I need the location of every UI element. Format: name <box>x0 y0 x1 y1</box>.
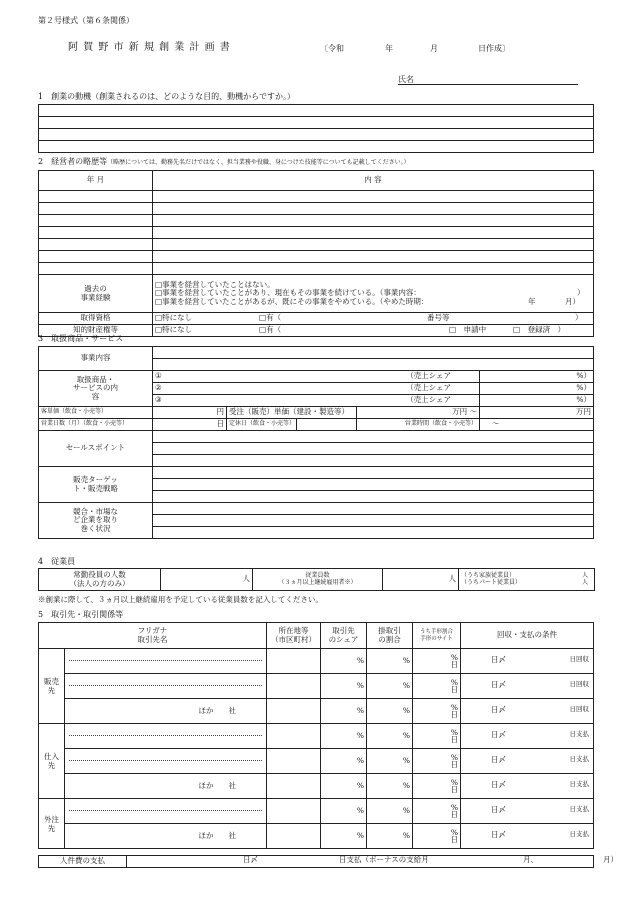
page-title: 阿 賀 野 市 新 規 創 業 計 画 書 <box>68 42 231 53</box>
col-terms: 回収・支払の条件 <box>461 623 594 649</box>
competition-cell[interactable] <box>153 503 594 515</box>
product-num: ① <box>155 371 162 381</box>
competition-label <box>39 503 153 539</box>
license-yes[interactable]: □有（ <box>259 313 282 323</box>
trade-share-cell[interactable]: % <box>321 774 367 799</box>
business-label: 事業内容 <box>39 347 153 371</box>
part-persons: 人 <box>581 578 588 586</box>
trade-terms-cell[interactable] <box>461 749 594 774</box>
trade-terms-cell[interactable] <box>461 724 594 749</box>
trade-group-label: 販売先 <box>39 649 65 724</box>
trade-share-cell[interactable]: % <box>321 749 367 774</box>
trade-location-cell[interactable] <box>267 674 321 699</box>
trade-terms-cell[interactable] <box>461 799 594 824</box>
part-label: （うちパート従業員） <box>461 578 522 586</box>
bill-day: 日 <box>450 760 458 769</box>
career-content-cell[interactable] <box>153 251 594 263</box>
trade-group-label: 仕入先 <box>39 724 65 799</box>
family-label: （うち家族従業員） <box>461 571 516 579</box>
motive-line[interactable] <box>39 129 594 141</box>
business-cell[interactable] <box>153 359 594 371</box>
trade-others-cell[interactable]: ほか 社 <box>65 699 267 724</box>
name-line[interactable] <box>65 761 266 773</box>
ip-pending[interactable]: □ 申請中 <box>449 325 487 335</box>
share-label: （売上シェア <box>406 395 451 405</box>
name-line[interactable] <box>65 661 266 673</box>
trade-terms-cell[interactable] <box>461 774 594 799</box>
trade-credit-cell[interactable]: % <box>367 674 413 699</box>
product-item[interactable] <box>153 371 480 383</box>
terms-close: 日〆 <box>491 805 506 814</box>
labor-close: 日〆 <box>243 855 258 864</box>
trade-bill-cell[interactable] <box>413 799 461 824</box>
labor-month: 月、 <box>523 855 538 864</box>
directors-label-2: （法人の方のみ） <box>69 578 130 588</box>
motive-line[interactable] <box>39 141 594 153</box>
days-label: 営業日数（月）（飲食・小売等） <box>39 419 153 431</box>
employees-breakdown[interactable] <box>459 569 595 591</box>
terms-close: 日〆 <box>491 780 506 789</box>
trade-name-cell[interactable] <box>65 674 267 699</box>
directors-label-1: 常勤役員の人数 <box>73 569 126 579</box>
target-label-2: ト・販売戦略 <box>73 483 118 493</box>
trade-terms-cell[interactable] <box>461 824 594 849</box>
holiday-value[interactable] <box>297 419 357 431</box>
labor-pay: 日支払（ボーナスの支給月 <box>339 855 429 864</box>
career-date-cell[interactable] <box>39 203 153 215</box>
col-content: 内 容 <box>153 171 594 191</box>
product-share[interactable]: %） <box>480 395 594 407</box>
col-credit <box>367 623 413 649</box>
section4-heading: 4 従業員 <box>38 557 76 566</box>
trade-bill-cell[interactable] <box>413 724 461 749</box>
name-line[interactable] <box>65 686 266 698</box>
license-label: 取得資格 <box>39 313 153 325</box>
trade-location-cell[interactable] <box>267 824 321 849</box>
trade-share-cell[interactable]: % <box>321 724 367 749</box>
selling-point-label: セールスポイント <box>39 431 153 467</box>
career-content-cell[interactable] <box>153 239 594 251</box>
unit-price-yen[interactable]: 円 <box>153 407 227 419</box>
date-made: 日作成〕 <box>478 44 510 53</box>
product-item[interactable] <box>153 395 480 407</box>
career-date-cell[interactable] <box>39 251 153 263</box>
career-date-cell[interactable] <box>39 191 153 203</box>
terms-collect: 日支払 <box>569 730 589 738</box>
col-name: 取引先名 <box>137 634 168 644</box>
share-label: （売上シェア <box>406 383 451 393</box>
trade-group-label: 外注先 <box>39 799 65 849</box>
trade-terms-cell[interactable] <box>461 674 594 699</box>
employees-label-1: 従業員数 <box>305 571 330 579</box>
trade-terms-cell[interactable] <box>461 699 594 724</box>
motive-line[interactable] <box>39 117 594 129</box>
past-opt-1[interactable]: □事業を経営していたことはない。 <box>155 279 275 289</box>
products-label-1: 取扱商品・ <box>76 374 115 384</box>
terms-close: 日〆 <box>491 705 506 714</box>
target-cell[interactable] <box>153 479 594 491</box>
bill-pct: % <box>450 727 458 737</box>
past-experience-label <box>39 275 153 313</box>
terms-collect: 日回収 <box>569 680 589 688</box>
name-label: 氏名 <box>398 75 414 84</box>
competition-label-3: 巻く状況 <box>80 523 111 533</box>
date-month: 月 <box>430 44 438 53</box>
business-cell[interactable] <box>153 347 594 359</box>
trade-bill-cell[interactable] <box>413 699 461 724</box>
col-furigana: フリガナ <box>137 625 168 635</box>
trade-name-cell[interactable] <box>65 724 267 749</box>
trade-credit-cell[interactable]: % <box>367 649 413 674</box>
col-location-1: 所在地等 <box>278 625 309 635</box>
furigana-line[interactable] <box>69 649 262 661</box>
trade-credit-cell[interactable]: % <box>367 774 413 799</box>
col-share-2: のシェア <box>328 634 359 644</box>
employees-label-2: （３ヵ月以上継続雇用者※） <box>278 578 357 586</box>
trade-credit-cell[interactable]: % <box>367 749 413 774</box>
date-year: 年 <box>385 44 393 53</box>
month-close: 月） <box>565 296 580 306</box>
col-share-1: 取引先 <box>332 625 355 635</box>
bill-pct: % <box>450 652 458 662</box>
career-date-cell[interactable] <box>39 215 153 227</box>
product-num: ③ <box>155 395 162 405</box>
product-num: ② <box>155 383 162 393</box>
year-label: 年 <box>528 296 536 306</box>
selling-point-cell[interactable] <box>153 443 594 455</box>
labor-terms[interactable] <box>127 855 618 868</box>
trade-location-cell[interactable] <box>267 749 321 774</box>
motive-table <box>38 104 594 153</box>
ip-none[interactable]: □特になし <box>155 325 193 335</box>
terms-close: 日〆 <box>491 755 506 764</box>
trade-bill-cell[interactable] <box>413 674 461 699</box>
name-field[interactable] <box>398 75 578 85</box>
name-line[interactable] <box>65 811 266 823</box>
labor-table <box>38 855 618 868</box>
career-content-cell[interactable] <box>153 215 594 227</box>
section3-heading: 3 取扱商品・サービス <box>38 334 124 343</box>
trade-name-cell[interactable] <box>65 799 267 824</box>
col-location-2: （市区町村） <box>271 634 316 644</box>
ip-options[interactable] <box>153 325 594 337</box>
ip-yes[interactable]: □有（ <box>259 325 282 335</box>
target-cell[interactable] <box>153 467 594 479</box>
career-content-cell[interactable] <box>153 263 594 275</box>
directors-label <box>39 569 161 591</box>
trade-location-cell[interactable] <box>267 799 321 824</box>
section2-note: （略歴については、勤務先名だけではなく、担当業務や役職、身につけた技能等についても記載してください。） <box>107 159 410 166</box>
career-date-cell[interactable] <box>39 263 153 275</box>
terms-collect: 日支払 <box>569 805 589 813</box>
trade-others-cell[interactable]: ほか 社 <box>65 774 267 799</box>
career-content-cell[interactable] <box>153 227 594 239</box>
col-date: 年 月 <box>39 171 153 191</box>
target-cell[interactable] <box>153 491 594 503</box>
bill-day: 日 <box>450 810 458 819</box>
career-date-cell[interactable] <box>39 227 153 239</box>
products-table <box>38 346 594 539</box>
col-bill-2: 手形のサイト <box>420 635 453 642</box>
family-persons: 人 <box>581 571 588 579</box>
section5-heading: 5 取引先・取引関係等 <box>38 610 124 619</box>
share-label: （売上シェア <box>406 371 451 381</box>
bill-pct: % <box>450 677 458 687</box>
target-label <box>39 467 153 503</box>
bill-pct: % <box>450 802 458 812</box>
bill-day: 日 <box>450 785 458 794</box>
terms-close: 日〆 <box>491 730 506 739</box>
ip-label: 知的財産権等 <box>39 325 153 337</box>
date-reiwa: 〔令和 <box>320 44 344 53</box>
past-label-1: 過去の <box>84 283 107 293</box>
trade-terms-cell[interactable] <box>461 649 594 674</box>
trade-credit-cell[interactable]: % <box>367 724 413 749</box>
name-line[interactable] <box>65 736 266 748</box>
paren-close: ） <box>575 313 583 323</box>
furigana-line[interactable] <box>69 724 262 736</box>
terms-collect: 日支払 <box>569 755 589 763</box>
terms-close: 日〆 <box>491 655 506 664</box>
days-value[interactable]: 日 <box>153 419 227 431</box>
terms-collect: 日支払 <box>569 780 589 788</box>
trade-share-cell[interactable]: % <box>321 824 367 849</box>
competition-label-2: ど企業を取り <box>73 515 118 525</box>
product-share[interactable]: %） <box>480 383 594 395</box>
paren-close: ） <box>577 288 585 298</box>
col-bill-1: うち手形割合 <box>419 629 453 636</box>
order-price-max[interactable]: 万円 <box>480 407 594 419</box>
hours-value[interactable]: 〜 <box>480 419 594 431</box>
career-content-cell[interactable] <box>153 191 594 203</box>
labor-label: 人件費の支払 <box>39 856 127 868</box>
employees-note: ※創業に際して、３ヵ月以上継続雇用を予定している従業員数を記入してください。 <box>38 595 323 604</box>
furigana-line[interactable] <box>69 749 262 761</box>
trade-name-cell[interactable] <box>65 649 267 674</box>
career-table <box>38 170 594 337</box>
holiday-label: 定休日（飲食・小売等） <box>227 419 297 431</box>
employees-label <box>253 569 383 591</box>
terms-collect: 日回収 <box>569 655 589 663</box>
bill-pct: % <box>450 702 458 712</box>
col-credit-1: 掛取引 <box>378 625 401 635</box>
selling-point-cell[interactable] <box>153 431 594 443</box>
bill-day: 日 <box>450 735 458 744</box>
trade-credit-cell[interactable]: % <box>367 699 413 724</box>
trade-bill-cell[interactable] <box>413 749 461 774</box>
employees-count[interactable]: 人 <box>383 569 459 591</box>
career-date-cell[interactable] <box>39 239 153 251</box>
bill-day: 日 <box>450 685 458 694</box>
terms-close: 日〆 <box>491 830 506 839</box>
trade-share-cell[interactable]: % <box>321 649 367 674</box>
terms-collect: 日回収 <box>569 705 589 713</box>
section2-title: 2 経営者の略歴等 <box>38 157 108 166</box>
license-none[interactable]: □特になし <box>155 313 193 323</box>
bill-day: 日 <box>450 710 458 719</box>
furigana-line[interactable] <box>69 799 262 811</box>
trade-share-cell[interactable]: % <box>321 674 367 699</box>
selling-point-cell[interactable] <box>153 455 594 467</box>
target-label-1: 販売ターゲッ <box>73 474 118 484</box>
order-price-range[interactable]: 万円 〜 <box>357 407 480 419</box>
col-credit-2: の割合 <box>378 634 401 644</box>
trade-table <box>38 622 594 849</box>
col-furigana-name <box>39 623 267 649</box>
motive-line[interactable] <box>39 105 594 117</box>
col-bill <box>413 623 461 649</box>
bill-day: 日 <box>450 660 458 669</box>
trade-location-cell[interactable] <box>267 699 321 724</box>
furigana-line[interactable] <box>69 674 262 686</box>
trade-share-cell[interactable]: % <box>321 799 367 824</box>
career-content-cell[interactable] <box>153 203 594 215</box>
section1-heading: 1 創業の動機（創業されるのは、どのような目的、動機からですか。） <box>38 92 296 101</box>
trade-bill-cell[interactable] <box>413 649 461 674</box>
trade-credit-cell[interactable]: % <box>367 799 413 824</box>
terms-close: 日〆 <box>491 680 506 689</box>
labor-month-close: 月） <box>603 855 618 864</box>
unit-price-label: 客単価（飲食・小売等） <box>39 407 153 419</box>
trade-location-cell[interactable] <box>267 724 321 749</box>
trade-location-cell[interactable] <box>267 649 321 674</box>
number-label: 番号等 <box>427 313 450 323</box>
terms-collect: 日支払 <box>569 830 589 838</box>
bill-pct: % <box>450 752 458 762</box>
products-label-2: サービスの内 <box>73 383 118 393</box>
past-opt-3[interactable]: □事業を経営していたことがあるが、既にその事業をやめている。（やめた時期： <box>155 296 429 306</box>
col-share <box>321 623 367 649</box>
past-experience-options[interactable] <box>153 275 594 313</box>
employees-table <box>38 568 595 591</box>
past-label-2: 事業経験 <box>80 292 111 302</box>
trade-bill-cell[interactable] <box>413 824 461 849</box>
directors-count[interactable]: 人 <box>161 569 253 591</box>
products-label-3: 容 <box>91 391 100 401</box>
products-label <box>39 371 153 407</box>
bill-pct: % <box>450 827 458 837</box>
trade-name-cell[interactable] <box>65 749 267 774</box>
col-location <box>267 623 321 649</box>
past-opt-2[interactable]: □事業を経営していたことがあり、現在もその事業を続けている。（事業内容： <box>155 288 421 298</box>
form-number: 第２号様式（第６条関係） <box>38 16 134 25</box>
competition-label-1: 競合・市場な <box>73 506 118 516</box>
product-share[interactable]: %） <box>480 371 594 383</box>
bill-pct: % <box>450 777 458 787</box>
product-item[interactable] <box>153 383 480 395</box>
ip-registered[interactable]: □ 登録済 ） <box>513 325 566 335</box>
hours-label: 営業時間（飲食・小売等） <box>357 419 480 431</box>
license-options[interactable] <box>153 313 594 325</box>
trade-others-cell[interactable]: ほか 社 <box>65 824 267 849</box>
bill-day: 日 <box>450 835 458 844</box>
section2-heading <box>38 157 410 167</box>
trade-location-cell[interactable] <box>267 774 321 799</box>
order-price-label: 受注（販売）単価（建設・製造等） <box>227 407 357 419</box>
competition-cell[interactable] <box>153 527 594 539</box>
trade-credit-cell[interactable]: % <box>367 824 413 849</box>
trade-bill-cell[interactable] <box>413 774 461 799</box>
trade-share-cell[interactable]: % <box>321 699 367 724</box>
competition-cell[interactable] <box>153 515 594 527</box>
